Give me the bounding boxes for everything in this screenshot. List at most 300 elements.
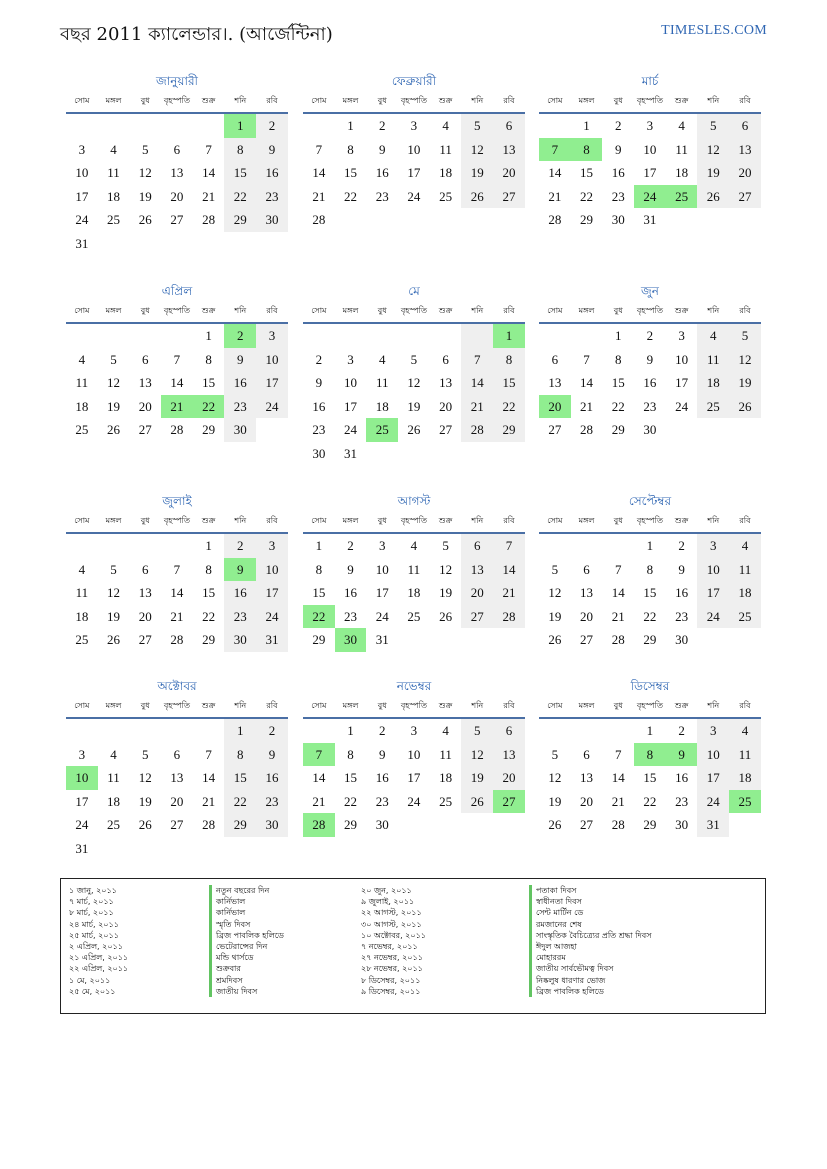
day-cell: 15 [202,585,216,600]
day-cell: 15 [224,161,256,185]
empty-cell [129,114,161,138]
day-cell: 22 [643,793,657,809]
month-calendar [303,282,525,465]
day-cell: 21 [312,188,326,204]
weekday-label: শুক্র [674,306,689,315]
day-cell: 22 [344,793,358,809]
weekday-label: সোম [311,701,327,710]
day-cell: 13 [439,375,453,390]
day-cell: 24 [697,790,729,814]
day-cell: 15 [611,375,625,390]
empty-cell [602,534,634,558]
day-cell: 27 [580,632,594,647]
day-cell: 27 [170,212,184,227]
day-cell: 13 [580,770,594,785]
day-cell: 21 [161,395,193,419]
day-cell: 8 [347,746,354,762]
day-cell: 25 [439,793,453,809]
empty-cell [539,114,571,138]
day-cell: 3 [347,351,354,367]
weekday-label: সোম [74,96,90,105]
weekday-header [303,695,525,719]
day-cell: 28 [548,212,562,227]
empty-cell [66,324,98,348]
day-cell: 2 [378,118,386,133]
day-cell: 28 [611,632,625,647]
day-cell: 21 [312,793,326,809]
day-cell: 11 [439,141,452,157]
day-cell: 19 [548,608,562,624]
weekday-label: রবি [739,701,751,710]
holiday-dates-col-1 [69,885,128,997]
day-cell: 17 [256,371,288,395]
month-name: জুন [641,284,659,298]
day-cell: 23 [675,793,689,809]
day-cell: 20 [729,161,761,185]
day-cell: 16 [256,766,288,790]
day-cell: 4 [110,746,117,762]
day-cell: 13 [493,743,525,767]
holiday-name: নতুন বছরের দিন [209,885,284,896]
day-cell: 18 [75,608,89,624]
holiday-date: ৯ ডিসেম্বর, ২০১১ [361,986,421,996]
weekday-label: বৃহস্পতি [400,701,427,710]
day-cell: 19 [439,585,453,600]
day-cell: 16 [312,398,326,414]
day-cell: 7 [583,351,590,367]
day-cell: 7 [461,348,493,372]
day-cell: 17 [344,398,358,414]
day-cell: 18 [439,770,453,785]
day-grid [539,719,761,837]
weekday-label: বুধ [613,96,623,105]
day-cell: 27 [493,185,525,209]
day-cell: 13 [138,375,152,390]
weekday-label: শনি [234,701,247,710]
day-cell: 8 [634,743,666,767]
day-cell: 25 [75,632,89,647]
day-cell: 22 [493,395,525,419]
weekday-label: রবি [739,516,751,525]
weekday-label: বৃহস্পতি [636,96,663,105]
day-cell: 8 [571,138,603,162]
holiday-date: ২৫ মে, ২০১১ [69,986,116,996]
day-cell: 29 [643,632,657,647]
day-cell: 26 [697,185,729,209]
day-cell: 7 [315,141,323,157]
day-cell: 1 [347,118,354,133]
month-name: মে [408,284,420,298]
holiday-name: রমজানের শেষ [529,919,651,930]
weekday-label: শুক্র [674,701,689,710]
weekday-header [539,90,761,114]
day-cell: 20 [580,608,594,624]
day-cell: 26 [138,817,152,832]
weekday-label: শনি [471,306,484,315]
day-grid [303,114,525,232]
day-cell: 3 [697,534,729,558]
month-calendar [539,492,761,652]
weekday-label: রবি [739,96,751,105]
day-cell: 1 [347,723,354,738]
weekday-label: শনি [471,701,484,710]
day-cell: 29 [580,212,594,227]
day-cell: 19 [107,398,121,414]
day-cell: 31 [75,840,89,856]
day-cell: 2 [378,723,386,738]
weekday-label: সোম [311,516,327,525]
day-cell: 14 [611,585,625,600]
day-cell: 2 [678,538,685,553]
day-cell: 11 [407,561,421,577]
day-cell: 11 [439,746,452,762]
day-cell: 22 [224,185,256,209]
weekday-header [303,510,525,534]
empty-cell [539,324,571,348]
holiday-name: জাতীয় দিবস [209,986,284,997]
day-cell: 12 [138,770,152,785]
holiday-name: মন্ডি থার্সডে [209,952,284,963]
day-cell: 15 [643,585,657,600]
empty-cell [398,324,430,348]
weekday-label: সোম [547,701,563,710]
day-cell: 31 [643,212,657,227]
day-cell: 7 [173,561,181,577]
day-cell: 4 [697,324,729,348]
empty-cell [303,324,335,348]
holiday-names-col-1 [209,885,284,997]
day-cell: 25 [729,790,761,814]
holiday-date: ৮ মার্চ, ২০১১ [69,908,114,918]
day-grid [303,324,525,465]
day-cell: 2 [347,538,354,553]
day-cell: 21 [548,188,562,204]
day-cell: 6 [173,746,181,762]
day-cell: 22 [193,395,225,419]
day-cell: 23 [256,790,288,814]
weekday-label: মঙ্গল [342,701,359,710]
day-cell: 3 [78,141,86,157]
day-cell: 31 [344,445,358,461]
weekday-label: বৃহস্পতি [163,96,190,105]
weekday-label: বুধ [140,306,150,315]
empty-cell [129,719,161,743]
day-cell: 27 [138,632,152,647]
day-grid [66,719,288,860]
holiday-name: স্মৃতি দিবস [209,919,284,930]
day-cell: 5 [442,538,449,553]
day-cell: 9 [614,141,622,157]
day-cell: 3 [678,328,685,343]
day-grid [539,114,761,232]
day-cell: 15 [202,375,216,390]
day-cell: 13 [548,375,562,390]
weekday-label: শনি [471,516,484,525]
weekday-label: রবি [266,701,278,710]
day-cell: 12 [407,375,421,390]
day-cell: 20 [493,766,525,790]
weekday-label: শনি [707,516,720,525]
day-cell: 14 [493,558,525,582]
day-cell: 20 [539,395,571,419]
day-cell: 22 [202,608,216,624]
day-cell: 5 [461,114,493,138]
day-cell: 30 [335,628,367,652]
day-cell: 29 [224,208,256,232]
weekday-label: সোম [547,516,563,525]
weekday-header [66,510,288,534]
month-name: মার্চ [641,74,659,88]
day-cell: 30 [675,632,689,647]
empty-cell [571,719,603,743]
weekday-label: শুক্র [674,516,689,525]
day-cell: 20 [439,398,453,414]
day-cell: 5 [110,561,117,577]
day-cell: 10 [697,743,729,767]
day-cell: 28 [611,817,625,832]
day-cell: 14 [170,585,184,600]
empty-cell [161,534,193,558]
day-cell: 17 [75,793,89,809]
day-cell: 9 [378,746,386,762]
day-cell: 25 [75,422,89,437]
day-cell: 23 [256,185,288,209]
month-name: জুলাই [162,494,192,508]
holiday-list [60,878,766,1014]
month-name: অক্টোবর [157,679,197,693]
day-cell: 15 [493,371,525,395]
day-cell: 23 [375,188,389,204]
day-cell: 28 [202,212,216,227]
empty-cell [66,534,98,558]
weekday-label: বৃহস্পতি [400,516,427,525]
day-cell: 13 [580,585,594,600]
month-calendar [66,282,288,442]
day-cell: 25 [107,817,121,832]
day-cell: 1 [205,328,212,343]
day-cell: 8 [493,348,525,372]
holiday-date: ২ এপ্রিল, ২০১১ [69,942,123,952]
day-cell: 15 [580,165,594,180]
weekday-label: বুধ [377,516,387,525]
empty-cell [66,719,98,743]
day-cell: 20 [170,188,184,204]
day-cell: 31 [375,632,389,647]
weekday-label: সোম [547,96,563,105]
weekday-header [539,695,761,719]
day-cell: 5 [461,719,493,743]
day-cell: 18 [407,585,421,600]
day-cell: 9 [315,375,323,390]
day-cell: 4 [78,351,86,367]
weekday-label: সোম [547,306,563,315]
day-cell: 3 [378,538,386,553]
day-cell: 6 [461,534,493,558]
weekday-label: বৃহস্পতি [400,306,427,315]
day-cell: 7 [614,561,622,577]
day-cell: 5 [110,351,117,367]
day-cell: 14 [202,770,216,785]
day-cell: 21 [611,608,625,624]
day-cell: 23 [224,605,256,629]
day-cell: 25 [407,608,421,624]
weekday-label: শুক্র [201,306,216,315]
day-cell: 31 [256,628,288,652]
month-calendar [303,677,525,837]
day-cell: 4 [78,561,86,577]
day-cell: 7 [614,746,622,762]
day-cell: 10 [697,558,729,582]
day-cell: 13 [170,165,184,180]
day-cell: 13 [461,558,493,582]
day-cell: 6 [729,114,761,138]
day-cell: 2 [678,723,685,738]
holiday-date: ৮ ডিসেম্বর, ২০১১ [361,975,421,985]
day-cell: 18 [375,398,389,414]
day-cell: 2 [256,114,288,138]
day-cell: 14 [202,165,216,180]
day-cell: 17 [407,165,421,180]
holiday-date: ২২ আগস্ট, ২০১১ [361,908,422,918]
day-cell: 10 [675,351,689,367]
empty-cell [98,324,130,348]
day-cell: 26 [407,422,421,437]
day-cell: 29 [202,422,216,437]
day-cell: 9 [256,743,288,767]
day-cell: 26 [461,185,493,209]
day-cell: 30 [312,445,326,461]
day-cell: 3 [78,746,86,762]
day-cell: 9 [256,138,288,162]
day-cell: 22 [643,608,657,624]
day-cell: 18 [729,766,761,790]
weekday-label: বৃহস্পতি [163,516,190,525]
holiday-name: শুক্রবার [209,963,284,974]
day-cell: 19 [697,161,729,185]
day-cell: 5 [141,141,149,157]
empty-cell [66,114,98,138]
day-cell: 30 [256,208,288,232]
day-grid [66,324,288,442]
empty-cell [98,719,130,743]
day-cell: 28 [202,817,216,832]
weekday-label: বুধ [140,96,150,105]
weekday-label: সোম [74,516,90,525]
day-cell: 4 [678,118,685,133]
day-cell: 12 [461,138,493,162]
holiday-date: ২৭ নভেম্বর, ২০১১ [361,953,423,963]
weekday-label: শুক্র [438,701,453,710]
day-cell: 10 [375,561,389,577]
day-cell: 16 [375,770,389,785]
day-cell: 31 [697,813,729,837]
day-cell: 8 [224,138,256,162]
day-cell: 27 [170,817,184,832]
weekday-label: রবি [503,306,515,315]
day-cell: 21 [580,398,594,414]
month-name: আগস্ট [397,494,431,508]
day-cell: 4 [729,719,761,743]
month-calendar [66,492,288,652]
month-name: এপ্রিল [161,284,193,298]
day-cell: 12 [439,561,453,577]
day-cell: 17 [697,766,729,790]
day-cell: 3 [410,118,418,133]
day-cell: 17 [407,770,421,785]
day-cell: 18 [439,165,453,180]
day-cell: 8 [224,743,256,767]
day-cell: 2 [256,719,288,743]
weekday-label: বুধ [377,96,387,105]
day-cell: 1 [646,538,654,553]
weekday-header [66,300,288,324]
day-cell: 25 [729,605,761,629]
day-cell: 15 [312,585,326,600]
day-cell: 10 [256,558,288,582]
day-cell: 6 [551,351,559,367]
weekday-label: মঙ্গল [342,96,359,105]
day-cell: 30 [224,418,256,442]
day-cell: 9 [678,561,685,577]
empty-cell [430,324,462,348]
weekday-label: শুক্র [438,306,453,315]
day-cell: 16 [344,585,358,600]
day-cell: 25 [697,395,729,419]
empty-cell [129,534,161,558]
empty-cell [193,114,225,138]
month-name: জানুয়ারী [156,74,198,88]
day-cell: 18 [729,581,761,605]
holiday-date: ৭ নভেম্বর, ২০১১ [361,942,418,952]
day-cell: 11 [75,375,89,390]
day-cell: 14 [170,375,184,390]
month-calendar [539,72,761,232]
day-cell: 1 [646,723,654,738]
day-cell: 2 [315,351,323,367]
day-cell: 24 [634,185,666,209]
weekday-label: বুধ [613,306,623,315]
holiday-date: ১ মে, ২০১১ [69,975,111,985]
day-cell: 21 [461,395,493,419]
weekday-label: বৃহস্পতি [163,701,190,710]
site-link[interactable]: TIMESLES.COM [661,23,767,38]
month-calendar [539,677,761,837]
day-cell: 11 [107,165,120,180]
weekday-label: শুক্র [438,96,453,105]
weekday-label: বৃহস্পতি [400,96,427,105]
day-cell: 5 [551,746,559,762]
day-cell: 23 [611,188,625,204]
day-cell: 12 [548,770,562,785]
empty-cell [193,719,225,743]
holiday-date: ২০ জুন, ২০১১ [361,886,412,895]
day-cell: 2 [646,328,654,343]
weekday-label: বৃহস্পতি [636,516,663,525]
day-cell: 14 [312,165,326,180]
day-cell: 8 [646,561,654,577]
day-cell: 19 [729,371,761,395]
day-cell: 2 [224,534,256,558]
weekday-label: মঙ্গল [578,96,595,105]
holiday-name: ব্রিজ পাবলিক হলিডে [529,986,651,997]
weekday-label: মঙ্গল [105,516,122,525]
day-cell: 11 [729,558,761,582]
day-cell: 13 [729,138,761,162]
day-cell: 13 [138,585,152,600]
weekday-header [539,510,761,534]
weekday-label: রবি [266,96,278,105]
day-cell: 10 [75,165,89,180]
